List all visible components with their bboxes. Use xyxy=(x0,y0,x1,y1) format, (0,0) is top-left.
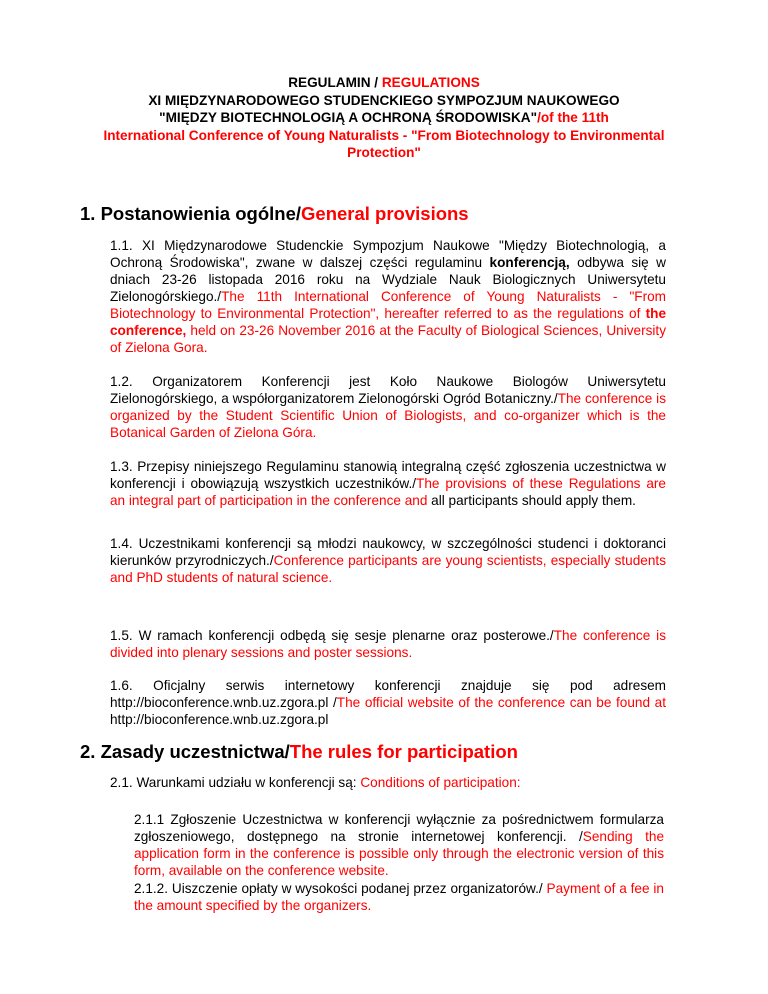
section-1-heading: 1. Postanowienia ogólne/General provisions xyxy=(80,203,469,224)
header-line-2: XI MIĘDZYNARODOWEGO STUDENCKIEGO SYMPOZJUM NAUKOWEGO xyxy=(148,92,620,108)
paragraph-2-1-2: 2.1.2. Uiszczenie opłaty w wysokości podanej przez organizatorów./ Payment of a fee in the amount specified by the organizers. xyxy=(134,881,664,913)
header-line-1: REGULAMIN / REGULATIONS xyxy=(288,75,480,90)
paragraph-1-2: 1.2. Organizatorem Konferencji jest Koło Naukowe Biologów Uniwersytetu Zielonogórskiego, a współorganizatorem Zielonogórski Ogród Botaniczny./The conference is organized by the Student Scientific Union of Biologists, and co-organizer which is the Botanical Garden of Zielona Góra. xyxy=(110,374,666,440)
paragraph-2-1: 2.1. Warunkami udziału w konferencji są: Conditions of participation: xyxy=(110,775,521,790)
header-line-3: "MIĘDZY BIOTECHNOLOGIĄ A OCHRONĄ ŚRODOWISKA"/of the 11th xyxy=(159,110,609,125)
paragraph-2-1-1: 2.1.1 Zgłoszenie Uczestnictwa w konferencji wyłącznie za pośrednictwem formularza zgłoszeniowego, dostępnego na stronie internetowej konferencji. /Sending the application form in the conference is possible only through the electronic version of this form, available on the conference website. xyxy=(134,812,664,878)
paragraph-1-4: 1.4. Uczestnikami konferencji są młodzi naukowcy, w szczególności studenci i doktoranci kierunków przyrodniczych./Conference participants are young scientists, especially students and PhD students of natural science. xyxy=(110,536,666,585)
paragraph-1-1: 1.1. XI Międzynarodowe Studenckie Sympozjum Naukowe "Między Biotechnologią, a Ochroną Środowiska", zwane w dalszej części regulaminu konferencją, odbywa się w dniach 23-26 listopada 2016 roku na Wydziale Nauk Biologicznych Uniwersytetu Zielonogórskiego./The 11th International Conference of Young Naturalists - "From Biotechnology to Environmental Protection", hereafter referred to as the regulations of the conference, held on 23-26 November 2016 at the Faculty of Biological Sciences, University of Zielona Gora. xyxy=(110,238,666,355)
paragraph-1-3: 1.3. Przepisy niniejszego Regulaminu stanowią integralną część zgłoszenia uczestnictwa w konferencji i obowiązują wszystkich uczestników./The provisions of these Regulations are an integral part of participation in the conference and all participants should apply them. xyxy=(110,459,666,508)
section-2-heading: 2. Zasady uczestnictwa/The rules for participation xyxy=(80,741,518,762)
paragraph-1-5: 1.5. W ramach konferencji odbędą się sesje plenarne oraz posterowe./The conference is divided into plenary sessions and poster sessions. xyxy=(110,628,666,660)
header-line-4: International Conference of Young Naturalists - "From Biotechnology to Environmental Protection" xyxy=(103,127,665,160)
paragraph-1-6: 1.6. Oficjalny serwis internetowy konferencji znajduje się pod adresem http://bioconference.wnb.uz.zgora.pl /The official website of the conference can be found at http://bioconference.wnb.uz.zgora.pl xyxy=(110,678,666,727)
document-header xyxy=(100,74,668,162)
